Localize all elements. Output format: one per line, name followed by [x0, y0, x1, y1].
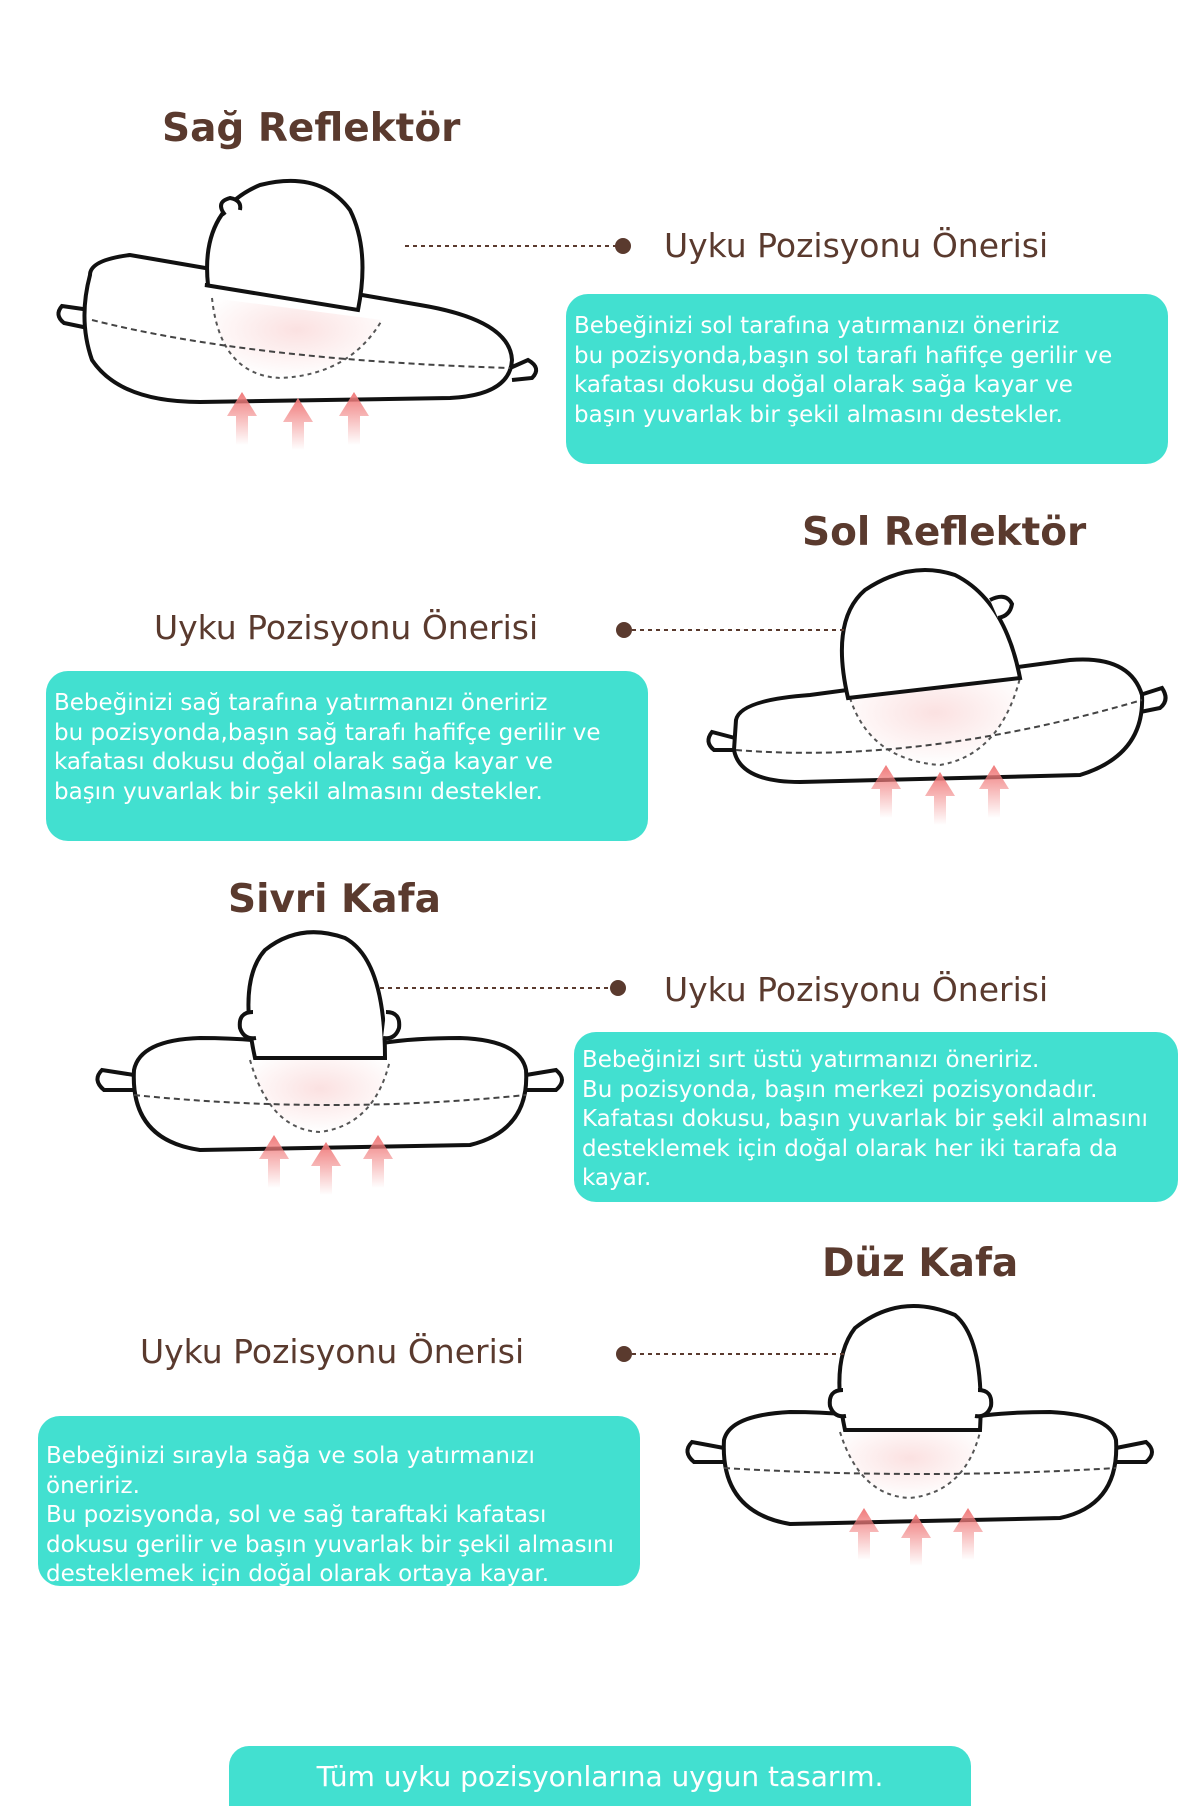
- section-title: Sivri Kafa: [228, 877, 441, 922]
- recommendation-label: Uyku Pozisyonu Önerisi: [154, 608, 539, 647]
- recommendation-label: Uyku Pozisyonu Önerisi: [140, 1332, 525, 1371]
- pillow-ear-left: [708, 732, 736, 750]
- pointer-line: [405, 238, 635, 254]
- recommendation-label: Uyku Pozisyonu Önerisi: [664, 970, 1049, 1009]
- pillow-ear-right: [1116, 1442, 1152, 1462]
- footer-banner: Tüm uyku pozisyonlarına uygun tasarım.: [229, 1746, 971, 1806]
- description-box: Bebeğinizi sırayla sağa ve sola yatırmanızı öneririz. Bu pozisyonda, sol ve sağ taraftaki kafatası dokusu gerilir ve başın yuvarlak bir şekil almasını desteklemek için doğal olarak ortaya kayar.: [38, 1416, 640, 1586]
- description-box: Bebeğinizi sağ tarafına yatırmanızı öneririz bu pozisyonda,başın sağ tarafı hafifçe gerilir ve kafatası dokusu doğal olarak sağa kayar ve başın yuvarlak bir şekil almasını destekler.: [46, 671, 648, 841]
- pillow-illustration: [680, 1300, 1160, 1575]
- pointer-line: [612, 1346, 852, 1362]
- baby-ear-right: [383, 1012, 399, 1038]
- pillow-ear-left: [687, 1442, 724, 1462]
- section-title: Düz Kafa: [822, 1241, 1019, 1286]
- recommendation-label: Uyku Pozisyonu Önerisi: [664, 226, 1049, 265]
- baby-head: [842, 570, 1020, 698]
- pillow-illustration: [700, 560, 1180, 830]
- pointer-line: [612, 622, 852, 638]
- pillow-ear-right: [526, 1070, 562, 1090]
- section-title: Sağ Reflektör: [162, 106, 461, 151]
- section-title: Sol Reflektör: [802, 510, 1087, 555]
- pointer-dot: [616, 1346, 632, 1362]
- pointer-line: [380, 980, 630, 996]
- pillow-illustration: [50, 170, 550, 450]
- pillow-ear-right: [510, 360, 536, 380]
- baby-head: [839, 1306, 980, 1430]
- pressure-arrows: [849, 1508, 983, 1566]
- baby-head: [248, 932, 385, 1058]
- pointer-dot: [616, 622, 632, 638]
- pillow-ear-left: [97, 1070, 134, 1090]
- pointer-dot: [615, 238, 631, 254]
- pillow-illustration: [90, 930, 570, 1200]
- pressure-arrows: [259, 1135, 393, 1195]
- pointer-dot: [610, 980, 626, 996]
- description-box: Bebeğinizi sırt üstü yatırmanızı öneririz. Bu pozisyonda, başın merkezi pozisyondadır. Kafatası dokusu, başın yuvarlak bir şekil almasını desteklemek için doğal olarak her iki tarafa da kayar.: [574, 1032, 1178, 1202]
- description-box: Bebeğinizi sol tarafına yatırmanızı öneririz bu pozisyonda,başın sol tarafı hafifçe gerilir ve kafatası dokusu doğal olarak sağa kayar ve başın yuvarlak bir şekil almasını destekler.: [566, 294, 1168, 464]
